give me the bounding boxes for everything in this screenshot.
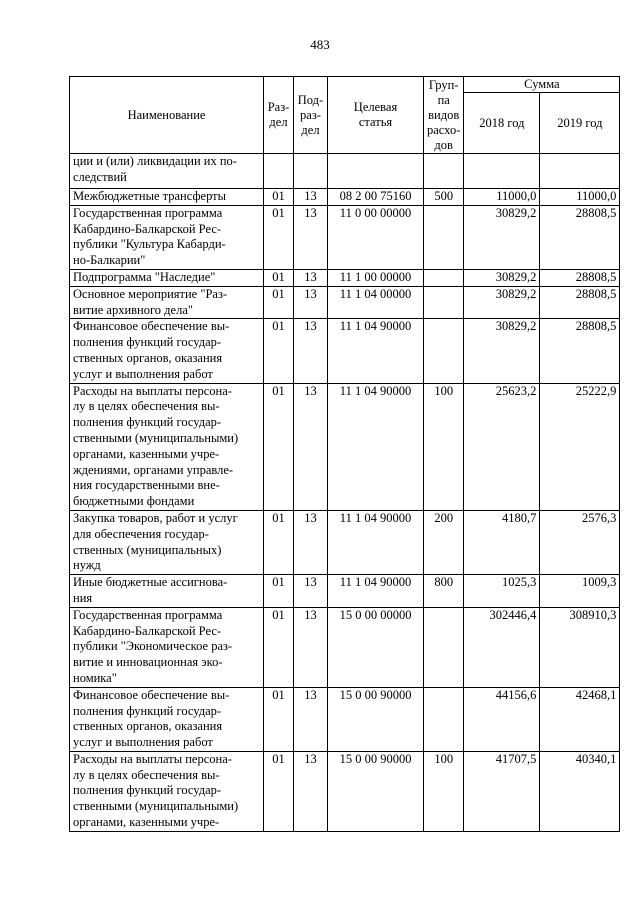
row-amount-2018: 4180,7 [464,510,540,574]
row-podrazdel [294,154,328,189]
row-name: Государственная программа Кабардино-Балкарской Рес- публики "Культура Кабарди- но-Балкарии" [70,205,264,269]
row-razdel: 01 [264,286,294,319]
row-razdel: 01 [264,575,294,608]
row-group [424,687,464,751]
table-row [70,319,620,383]
table-row [70,269,620,286]
header-year-2018: 2018 год [464,93,540,154]
row-target: 11 1 04 90000 [328,510,424,574]
row-podrazdel: 13 [294,575,328,608]
row-name: Закупка товаров, работ и услуг для обеспечения государ- ственных (муниципальных) нужд [70,510,264,574]
row-razdel: 01 [264,510,294,574]
row-podrazdel: 13 [294,319,328,383]
row-amount-2018: 30829,2 [464,319,540,383]
row-amount-2019 [540,154,620,189]
row-amount-2019: 28808,5 [540,286,620,319]
table-row [70,383,620,510]
row-name: Финансовое обеспечение вы- полнения функций государ- ственных органов, оказания услуг и выполнения работ [70,319,264,383]
header-name: Наименование [70,77,264,154]
row-amount-2018: 302446,4 [464,607,540,687]
row-target: 11 1 00 00000 [328,269,424,286]
table-row [70,154,620,189]
header-target: Целевая статья [328,77,424,154]
table-row [70,189,620,206]
row-podrazdel: 13 [294,607,328,687]
row-amount-2019: 25222,9 [540,383,620,510]
table-row [70,687,620,751]
row-razdel: 01 [264,383,294,510]
row-name: Иные бюджетные ассигнова- ния [70,575,264,608]
table-row [70,607,620,687]
row-amount-2018 [464,154,540,189]
header-razdel: Раз- дел [264,77,294,154]
row-razdel: 01 [264,205,294,269]
row-target: 15 0 00 00000 [328,607,424,687]
row-amount-2018: 1025,3 [464,575,540,608]
header-sum: Сумма [464,77,620,93]
row-group [424,607,464,687]
row-amount-2019: 1009,3 [540,575,620,608]
row-amount-2019: 2576,3 [540,510,620,574]
row-razdel [264,154,294,189]
row-razdel: 01 [264,751,294,831]
row-group: 100 [424,751,464,831]
table-row [70,510,620,574]
row-group: 800 [424,575,464,608]
row-razdel: 01 [264,607,294,687]
row-amount-2019: 28808,5 [540,205,620,269]
row-name: Расходы на выплаты персона- лу в целях обеспечения вы- полнения функций государ- ственными (муниципальными) органами, казенными учре- [70,751,264,831]
row-podrazdel: 13 [294,205,328,269]
table-row [70,205,620,269]
row-podrazdel: 13 [294,269,328,286]
row-podrazdel: 13 [294,383,328,510]
row-name: Межбюджетные трансферты [70,189,264,206]
row-name: Основное мероприятие "Раз- витие архивного дела" [70,286,264,319]
row-amount-2019: 40340,1 [540,751,620,831]
row-razdel: 01 [264,269,294,286]
row-group [424,286,464,319]
row-name: Расходы на выплаты персона- лу в целях обеспечения вы- полнения функций государ- ственными (муниципальными) органами, казенными учре- ждениями, органами управле- ния государственными вне- бюджетными фондами [70,383,264,510]
row-group [424,205,464,269]
page-number: 483 [310,37,330,52]
row-podrazdel: 13 [294,189,328,206]
row-amount-2018: 25623,2 [464,383,540,510]
row-target: 11 1 04 00000 [328,286,424,319]
row-amount-2019: 28808,5 [540,319,620,383]
row-name: Подпрограмма "Наследие" [70,269,264,286]
row-target [328,154,424,189]
row-target: 11 1 04 90000 [328,575,424,608]
table-row [70,286,620,319]
row-name: Финансовое обеспечение вы- полнения функций государ- ственных органов, оказания услуг и выполнения работ [70,687,264,751]
row-target: 15 0 00 90000 [328,687,424,751]
row-group: 500 [424,189,464,206]
row-group [424,269,464,286]
row-target: 08 2 00 75160 [328,189,424,206]
table-row [70,575,620,608]
header-year-2019: 2019 год [540,93,620,154]
table-row [70,751,620,831]
row-podrazdel: 13 [294,510,328,574]
row-target: 11 1 04 90000 [328,383,424,510]
row-amount-2018: 11000,0 [464,189,540,206]
row-razdel: 01 [264,687,294,751]
header-podrazdel: Под- раз- дел [294,77,328,154]
row-amount-2018: 44156,6 [464,687,540,751]
row-amount-2019: 308910,3 [540,607,620,687]
row-name: ции и (или) ликвидации их по- следствий [70,154,264,189]
row-amount-2019: 42468,1 [540,687,620,751]
row-group [424,319,464,383]
row-amount-2018: 41707,5 [464,751,540,831]
row-amount-2019: 28808,5 [540,269,620,286]
table-body [70,154,620,832]
row-amount-2018: 30829,2 [464,269,540,286]
row-amount-2018: 30829,2 [464,286,540,319]
header-group: Груп- па видов расхо- дов [424,77,464,154]
row-group: 100 [424,383,464,510]
row-target: 11 1 04 90000 [328,319,424,383]
row-group: 200 [424,510,464,574]
row-podrazdel: 13 [294,751,328,831]
row-podrazdel: 13 [294,286,328,319]
row-group [424,154,464,189]
row-podrazdel: 13 [294,687,328,751]
row-name: Государственная программа Кабардино-Балкарской Рес- публики "Экономическое раз- витие и инновационная эко- номика" [70,607,264,687]
row-amount-2019: 11000,0 [540,189,620,206]
row-amount-2018: 30829,2 [464,205,540,269]
row-razdel: 01 [264,319,294,383]
budget-table [69,76,620,832]
row-target: 15 0 00 90000 [328,751,424,831]
row-razdel: 01 [264,189,294,206]
row-target: 11 0 00 00000 [328,205,424,269]
